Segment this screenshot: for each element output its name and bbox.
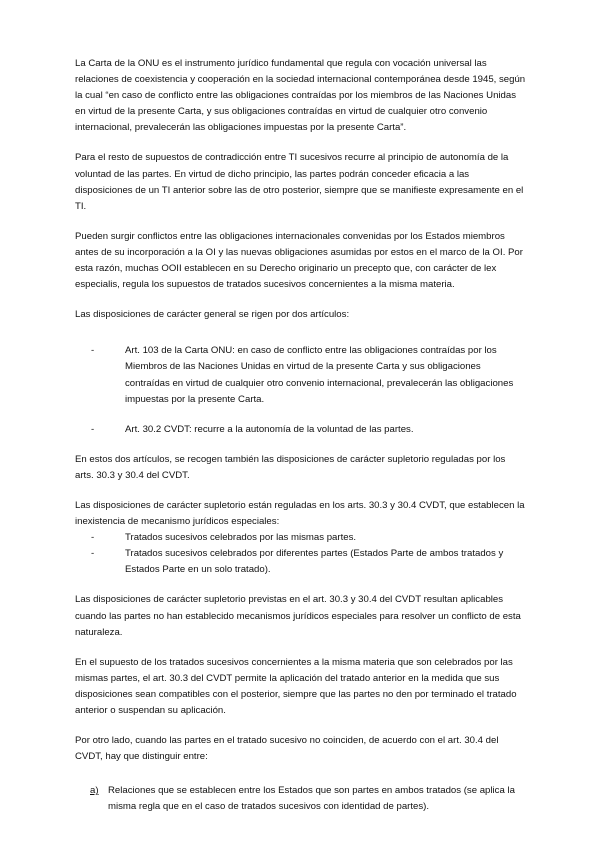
paragraph-partes-distintas: Por otro lado, cuando las partes en el tratado sucesivo no coinciden, de acuerdo con el art. 30.4 del CVDT, hay que distinguir entre: bbox=[75, 735, 499, 763]
paragraph-supletorio-aplicables: Las disposiciones de carácter supletorio previstas en el art. 30.3 y 30.4 del CVDT resultan aplicables cuando las partes no han establecido mecanismos jurídicos especiales para resolver un conflicto de esta naturaleza. bbox=[75, 594, 521, 638]
paragraph-disposiciones-generales: Las disposiciones de carácter general se rigen por dos artículos: bbox=[75, 309, 350, 321]
list-item bbox=[90, 783, 526, 815]
paragraph-carta-onu: La Carta de la ONU es el instrumento jurídico fundamental que regula con vocación universal las relaciones de coexistencia y cooperación en la sociedad internacional contemporánea desde 1945, según la cual “en caso de conflicto entre las obligaciones contraídas por los miembros de las Naciones Unidas en virtud de la presente Carta, y sus obligaciones contraídas en virtud de cualquier otro convenio internacional, prevalecerán las obligaciones impuestas por la presente Carta”. bbox=[75, 58, 526, 134]
list-bullet: - bbox=[91, 548, 95, 560]
list-item-text: Tratados sucesivos celebrados por diferentes partes (Estados Parte de ambos tratados y Estados Parte en un solo tratado). bbox=[125, 548, 504, 576]
list-item-text: Tratados sucesivos celebrados por las mismas partes. bbox=[125, 532, 357, 544]
list-bullet: a) bbox=[90, 785, 99, 797]
paragraph-autonomia: Para el resto de supuestos de contradicción entre TI sucesivos recurre al principio de autonomía de la voluntad de las partes. En virtud de dicho principio, las partes podrán conceder eficacia a las disposiciones de un TI anterior sobre las de otro posterior, siempre que se manifieste expresamente en el TI. bbox=[75, 152, 524, 212]
list-bullet: - bbox=[91, 532, 95, 544]
list-bullet: - bbox=[91, 423, 95, 435]
list-item-text: Art. 103 de la Carta ONU: en caso de conflicto entre las obligaciones contraídas por los Miembros de las Naciones Unidas en virtud de la presente Carta y sus obligaciones contraídas en virtud de cualquier otro convenio internacional, prevalecerán las obligaciones impuestas por la presente Carta. bbox=[125, 345, 514, 405]
list-item bbox=[91, 546, 526, 578]
list-item bbox=[91, 422, 526, 438]
list-item bbox=[91, 343, 526, 407]
alpha-list bbox=[75, 783, 526, 815]
paragraph-supletorio-reguladas: Las disposiciones de carácter supletorio están reguladas en los arts. 30.3 y 30.4 CVDT, que establecen la inexistencia de mecanismo jurídicos especiales: bbox=[75, 499, 525, 528]
list-item-text: Art. 30.2 CVDT: recurre a la autonomía de la voluntad de las partes. bbox=[125, 423, 414, 435]
list-item bbox=[91, 530, 526, 546]
supletorio-list bbox=[75, 530, 526, 578]
articles-list bbox=[75, 343, 526, 437]
paragraph-oi-conflictos: Pueden surgir conflictos entre las obligaciones internacionales convenidas por los Estados miembros antes de su incorporación a la OI y las nuevas obligaciones asumidas por estos en el marco de la OI. Por esta razón, muchas OOII establecen en su Derecho originario un precepto que, con carácter de lex especialis, regula los supuestos de tratados sucesivos concernientes a la misma materia. bbox=[75, 230, 523, 291]
paragraph-mismas-partes: En el supuesto de los tratados sucesivos concernientes a la misma materia que son celebrados por las mismas partes, el art. 30.3 del CVDT permite la aplicación del tratado anterior en la medida que sus disposiciones sean compatibles con el posterior, siempre que las partes no den por terminado el tratado anterior o suspendan su aplicación. bbox=[75, 656, 517, 716]
list-item-text: Relaciones que se establecen entre los Estados que son partes en ambos tratados (se aplica la misma regla que en el caso de tratados sucesivos con identidad de partes). bbox=[108, 785, 515, 813]
paragraph-supletorio-intro: En estos dos artículos, se recogen también las disposiciones de carácter supletorio reguladas por los arts. 30.3 y 30.4 del CVDT. bbox=[75, 453, 506, 481]
list-bullet: - bbox=[91, 345, 95, 357]
